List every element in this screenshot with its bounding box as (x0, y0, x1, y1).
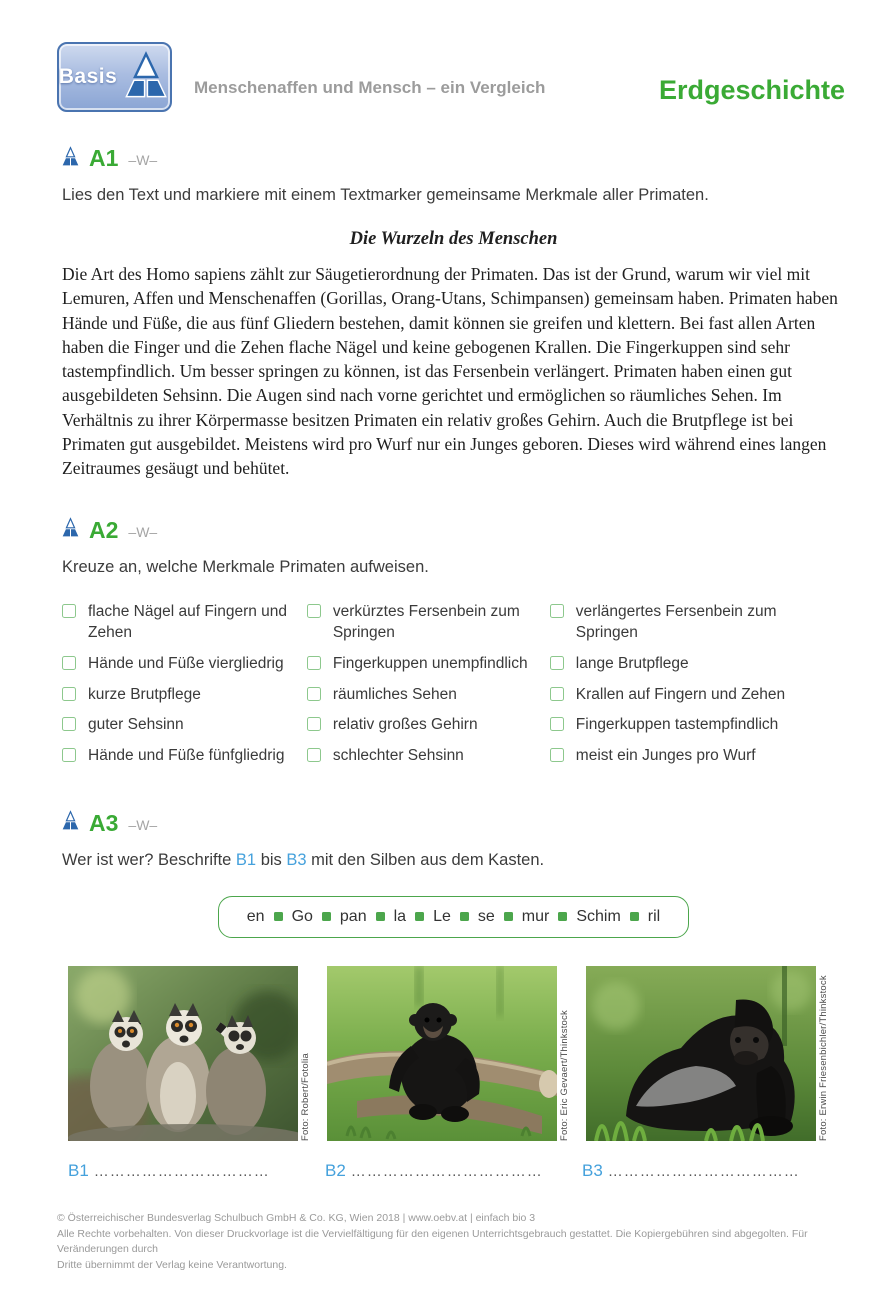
square-separator-icon (322, 912, 331, 921)
task-a1-label: A1 (89, 145, 119, 171)
checkbox[interactable] (550, 717, 564, 731)
checkbox-label: meist ein Junges pro Wurf (575, 747, 756, 765)
checkbox-label: Hände und Füße viergliedrig (88, 655, 284, 673)
task-pyramid-icon (62, 146, 79, 172)
dotted-write-line: ……………………………… (350, 1162, 543, 1180)
photo-credit: Foto: Erwin Friesenbichler/Thinkstock (818, 975, 829, 1141)
dotted-write-line: ……………………………… (607, 1162, 800, 1180)
syllable: Go (291, 907, 313, 925)
b2-label: B2 (325, 1160, 346, 1180)
passage-title: Die Wurzeln des Menschen (349, 229, 558, 249)
checkbox-label: Fingerkuppen tastempfindlich (575, 716, 779, 734)
b3-reference: B3 (286, 850, 307, 869)
checkbox[interactable] (307, 604, 321, 618)
task-a1-header (62, 145, 845, 172)
task-a3-level: –W– (128, 816, 158, 833)
square-separator-icon (558, 912, 567, 921)
checkbox-item (62, 745, 307, 767)
basis-logo-label: Basis (58, 65, 118, 88)
syllable: mur (521, 907, 550, 925)
syllable: pan (339, 907, 367, 925)
task-a1-instruction: Lies den Text und markiere mit einem Textmarker gemeinsame Merkmale aller Primaten. (62, 186, 709, 204)
square-separator-icon (274, 912, 283, 921)
syllable: Schim (576, 907, 621, 925)
checkbox-label: lange Brutpflege (575, 655, 689, 673)
copyright-footer (57, 1211, 855, 1274)
square-separator-icon (504, 912, 513, 921)
checkbox-item (550, 745, 845, 767)
checkbox-label: flache Nägel auf Fingern und Zehen (88, 602, 288, 642)
checkbox-column-2 (307, 601, 550, 776)
lemur-photo (68, 966, 298, 1141)
checkbox-label: Fingerkuppen unempfindlich (332, 655, 528, 673)
checkbox[interactable] (62, 604, 76, 618)
checkbox[interactable] (307, 656, 321, 670)
task-a3-instruction (62, 851, 845, 870)
syllable: Le (433, 907, 451, 925)
checkbox-item (550, 684, 845, 706)
checkbox-item (550, 714, 845, 736)
figure-lemurs (68, 966, 314, 1141)
checkbox-item (307, 653, 550, 675)
checkbox[interactable] (550, 687, 564, 701)
checkbox-item (62, 653, 307, 675)
instruction-text: Wer ist wer? Beschrifte (62, 850, 236, 869)
answer-line-b3 (582, 1161, 839, 1181)
checkbox-label: schlechter Sehsinn (332, 747, 464, 765)
checkbox[interactable] (62, 748, 76, 762)
checkbox-item (62, 684, 307, 706)
page-header (57, 42, 845, 112)
answer-line-b1 (68, 1161, 325, 1181)
chimpanzee-photo (327, 966, 557, 1141)
figure-gorilla (586, 966, 832, 1141)
pyramid-icon (122, 51, 170, 104)
checkbox-item (307, 601, 550, 644)
checkbox[interactable] (550, 604, 564, 618)
b1-label: B1 (68, 1160, 89, 1180)
square-separator-icon (376, 912, 385, 921)
checkbox[interactable] (307, 717, 321, 731)
checkbox-item (550, 601, 845, 644)
task-a2-header (62, 517, 845, 544)
checkbox-item (307, 714, 550, 736)
square-separator-icon (460, 912, 469, 921)
footer-line-2: Alle Rechte vorbehalten. Von dieser Druckvorlage ist die Vervielfältigung für den eigenen Unterrichtsgebrauch gestattet. Die Kopiergebühren sind abgegolten. Für Veränderungen durch (57, 1227, 808, 1256)
answer-line-b2 (325, 1161, 582, 1181)
task-a2-instruction: Kreuze an, welche Merkmale Primaten aufweisen. (62, 557, 429, 576)
dotted-write-line: …………………………… (93, 1162, 270, 1180)
subject-title: Erdgeschichte (658, 75, 845, 105)
checkbox-item (62, 714, 307, 736)
photo-credit: Foto: Robert/Fotolia (300, 1052, 311, 1141)
checkbox[interactable] (550, 748, 564, 762)
syllable-box (218, 896, 689, 938)
basis-logo (57, 42, 172, 112)
task-a3-label: A3 (89, 809, 119, 836)
checkbox-column-3 (550, 601, 845, 776)
footer-line-3: Dritte übernimmt der Verlag keine Verantwortung. (57, 1259, 287, 1272)
checkbox-label: räumliches Sehen (332, 685, 457, 703)
checkbox[interactable] (307, 748, 321, 762)
syllable: en (246, 907, 265, 925)
checkbox-item (307, 684, 550, 706)
checkbox[interactable] (62, 717, 76, 731)
checkbox-item (550, 653, 845, 675)
task-pyramid-icon (62, 810, 79, 836)
syllable: se (477, 907, 495, 925)
syllable: la (393, 907, 407, 925)
syllable: ril (647, 907, 661, 925)
checkbox-label: verlängertes Fersenbein zum Springen (575, 602, 777, 642)
checkbox-column-1 (62, 601, 307, 776)
task-a2-level: –W– (128, 523, 158, 540)
checkbox-item (62, 601, 307, 644)
checkbox-label: Krallen auf Fingern und Zehen (575, 685, 786, 703)
checkbox-label: guter Sehsinn (88, 716, 184, 734)
checkbox[interactable] (550, 656, 564, 670)
b1-reference: B1 (235, 850, 257, 869)
checkbox[interactable] (62, 656, 76, 670)
photo-row (68, 966, 845, 1141)
checkbox-label: kurze Brutpflege (88, 685, 201, 703)
task-a3-header (62, 810, 845, 837)
task-a2-label: A2 (89, 516, 119, 543)
worksheet-title: Menschenaffen und Mensch – ein Vergleich (194, 78, 546, 97)
task-pyramid-icon (62, 517, 79, 543)
instruction-text: mit den Silben aus dem Kasten. (306, 850, 545, 869)
answer-line-row (68, 1161, 845, 1181)
footer-line-1: © Österreichischer Bundesverlag Schulbuch GmbH & Co. KG, Wien 2018 | www.oebv.at | einfach bio 3 (57, 1211, 536, 1224)
figure-chimpanzee (327, 966, 573, 1141)
photo-credit: Foto: Eric Gevaert/Thinkstock (559, 1009, 570, 1141)
checkbox-label: relativ großes Gehirn (332, 716, 478, 734)
checkbox-label: Hände und Füße fünfgliedrig (88, 747, 285, 765)
b3-label: B3 (582, 1160, 603, 1180)
instruction-text: bis (256, 850, 287, 869)
square-separator-icon (630, 912, 639, 921)
checkbox[interactable] (62, 687, 76, 701)
gorilla-photo (586, 966, 816, 1141)
passage-text: Die Art des Homo sapiens zählt zur Säugetierordnung der Primaten. Das ist der Grund, warum wir viel mit Lemuren, Affen und Menschenaffen (Gorillas, Orang-Utans, Schimpansen) gemeinsam haben. Primaten haben Hände und Füße, die aus fünf Gliedern bestehen, damit können sie greifen und klettern. Bei fast allen Arten haben die Finger und die Zehen flache Nägel und keine gebogenen Krallen. Die Fingerkuppen sind sehr tastempfindlich. Um besser springen zu können, ist das Fersenbein verlängert. Primaten haben einen gut ausgebildeten Sehsinn. Die Augen sind nach vorne gerichtet und ermöglichen so räumliches Sehen. Im Verhältnis zu ihrer Körpermasse besitzen Primaten ein relativ großes Gehirn. Auch die Brutpflege ist bei Primaten gut ausgebildet. Meistens wird pro Wurf nur ein Junges geboren. Dieses wird während eines langen Zeitraumes gesäugt und behütet. (62, 264, 838, 479)
task-a1-level: –W– (128, 152, 158, 168)
checkbox[interactable] (307, 687, 321, 701)
checkbox-item (307, 745, 550, 767)
checkbox-grid (62, 601, 845, 776)
checkbox-label: verkürztes Fersenbein zum Springen (332, 602, 520, 642)
square-separator-icon (415, 912, 424, 921)
